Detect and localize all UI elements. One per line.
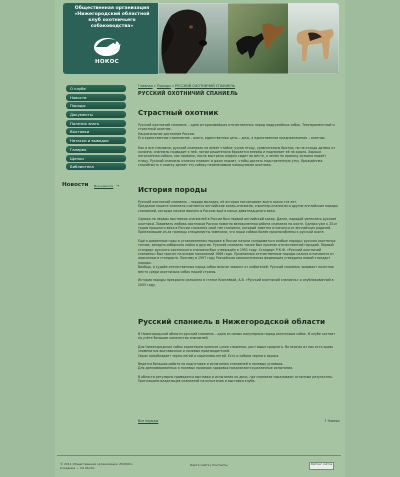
paragraph: Вообще, в судьбе отечественных пород собак многое зависит от любителей. Русский спаниель занимает почетное место среди охотничьих собак нашей страны. (138, 265, 334, 274)
footer-left (60, 462, 133, 471)
paragraph: Для дипломированных и полевых проверок здоровья предлагаются различные испытания. (138, 366, 294, 371)
scroll-top-link[interactable]: ↑ Наверх (324, 419, 340, 423)
paragraph: Предками нашего спаниеля считаются английские кокер-спаниели, спрингер-спаниели и другие английские породы спаниелей, которые начали ввозить в Россию ещё в конце девятнадцатого века. (138, 204, 338, 213)
paragraph: Однако на первых выставках спаниелей в России был первый английский кокер. Далее, породой увлеклись русские охотники. Завоевать любовь охотников России помогла великолепная работа спаниеля на охоте. Однако уже к 20-м годам прошлого века в России сложился свой тип спаниеля, который заметно отличался от английских родичей. Приезжавшие из-за границы специалисты замечали, что наши собаки более приспособлены к русской охоте. (138, 217, 337, 235)
news-block (62, 182, 126, 190)
breadcrumb (138, 84, 338, 89)
footer-links[interactable]: Карта сайта | Контакты (190, 463, 228, 467)
site-header (63, 3, 339, 74)
footer-developer-link[interactable]: Создание — Oz Studio (60, 466, 95, 471)
sidebar-menu (66, 85, 126, 172)
breadcrumb-current[interactable]: РУССКИЙ ОХОТНИЧИЙ СПАНИЕЛЬ (175, 84, 236, 88)
all-news-link[interactable]: Все новости (94, 183, 114, 188)
breadcrumb-sep: » (153, 84, 156, 88)
sidebar-item-breeds[interactable]: Породы (66, 102, 126, 109)
sidebar-item-puppies[interactable]: Щенки (66, 155, 126, 162)
sidebar-item-gallery[interactable]: Галерея (66, 146, 126, 153)
main-content (138, 84, 338, 97)
footer-divider (57, 455, 341, 456)
sidebar-item-shows[interactable]: Выставки (66, 128, 126, 135)
sidebar-item-library[interactable]: Библиотека (66, 163, 126, 170)
paragraph: Ведется большая работа по подготовке и испытанию спаниелей в полевых условиях. (138, 362, 284, 367)
paragraph: В Нижегородской области русский спаниель – одна из самых популярных пород охотничьих собак. В клубе состоит на учёте большое количество спаниелей. (138, 332, 336, 341)
sidebar-item-trials[interactable]: Натаски и выводки (66, 137, 126, 144)
paragraph: Как и все спаниели, русский спаниель не имеет стойки: учуяв птицу, сравнительно быстро, но не отходя далеко от хозяина, спаниель подводит к ней, потом решительно бросается вперёд и поднимает её на крыло. Хорошо натасканная собака, как правило, после выстрела смирно сидит на месте, а затем по приказу хозяина подаёт птицу. Русский спаниель отлично плавает и даже ныряет, чтобы достать подстреленную утку. Врождённая способность к поиску делает эту собаку незаменимым помощником охотника. (138, 145, 336, 168)
paragraph: Русский охотничий спаниель – одна из красивейших отечественных пород подружейных собак. Темпераментный и страстный охотник. (138, 123, 335, 132)
paragraph: Ещё в довоенные годы в установленном порядке в России начали складываться особые породы: русская охотничья гончая, западно-сибирская лайка и другие. Русский спаниель также был признан отечественной породой. Первый стандарт русского охотничьего спаниеля был утверждён в 1951 году. Стандарт Р.К.Ф. «Русский охотничий спаниель» был принят на основе положений 1966 года. Признанные отечественные породы сильно отличаются от описанных в стандарте. Поэтому в 1997 году Российская кинологическая федерация утвердила новый стандарт породы. (138, 238, 336, 265)
paragraph: История породы прекрасно изложена в статье Киселёвой, А.В. «Русский охотничий спаниель» и опубликованной в 2005 году. (138, 278, 334, 287)
paragraph: Окрас преобладает черно-пегий и коричнево-пегий. Есть и собаки черного окраса. (138, 353, 280, 358)
all-breeds-link[interactable]: Все породы (138, 419, 159, 423)
breadcrumb-sep: » (171, 84, 174, 88)
breadcrumb-breeds[interactable]: Породы (156, 84, 171, 88)
header-dogs-photo (158, 3, 339, 74)
paragraph: Русский охотничий спаниель – порода молодая, её история насчитывает всего около ста лет. (138, 200, 298, 204)
paragraph: Национальное достояние России. (138, 131, 195, 136)
section-1-text (138, 123, 338, 168)
arrow-right-icon[interactable]: → (116, 182, 120, 188)
more-breeds-wrap (138, 407, 338, 426)
logo-text: НОКОС (95, 59, 119, 65)
sidebar-item-news[interactable]: Новости (66, 94, 126, 101)
rating-counter-badge[interactable]: Рейтинг сайтов (309, 462, 334, 470)
sidebar-item-documents[interactable]: Документы (66, 111, 126, 118)
club-logo[interactable] (77, 29, 137, 71)
paragraph: Его единственное стремление – охота, единственная цель – дичь, а единственное предназначение – охотник. (138, 136, 326, 141)
footer-copyright: © 2011 Общественная организация «НОКОС» (60, 462, 134, 466)
org-title: Общественная организация «Нижегородский областной клуб охотничьего собаководства» (74, 6, 150, 29)
news-title: Новости (62, 182, 89, 188)
sidebar-item-about[interactable]: О клубе (66, 85, 126, 92)
section-2-text (138, 200, 338, 287)
section-3-text (138, 332, 338, 384)
paragraph: Для Нижегородских собак характерно крепкое сухое сложение, рост выше среднего. Во многих из них есть кровь знаменитых выставочных и полевых производителей. (138, 344, 334, 354)
paragraph: В области регулярно проводятся выставки и испытания по дичи, где спаниели показывают отличные результаты. Приглашаем владельцев спаниелей на испытания и выставки клуба. (138, 374, 333, 384)
section-title-breed-history: История породы (138, 185, 207, 194)
page-title: РУССКИЙ ОХОТНИЧИЙ СПАНИЕЛЬ (138, 92, 238, 97)
sidebar-item-useful[interactable]: Полезно знать (66, 120, 126, 127)
section-title-nizhny-region: Русский спаниель в Нижегородской области (138, 317, 326, 326)
section-title-passionate-hunter: Страстный охотник (138, 108, 219, 117)
breadcrumb-home[interactable]: Главная (138, 84, 153, 88)
